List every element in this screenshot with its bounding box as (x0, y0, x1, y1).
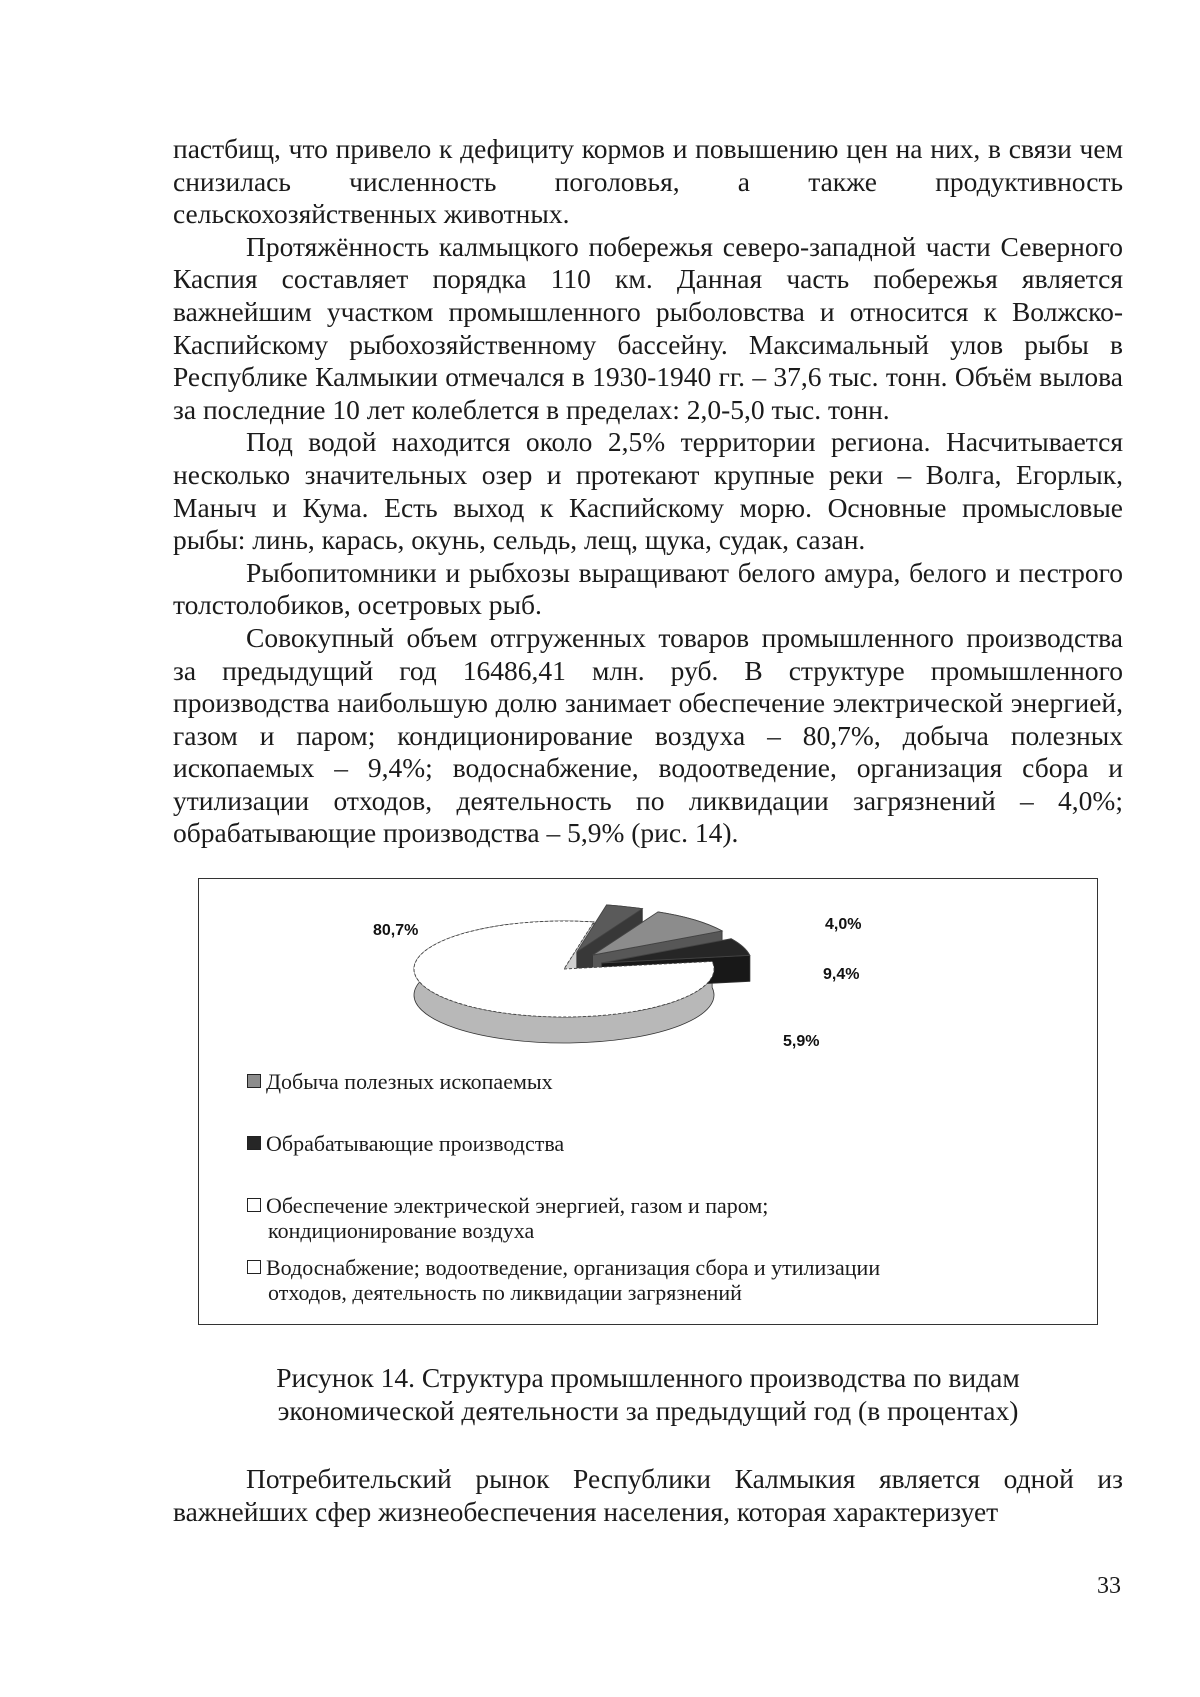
data-label-80-7: 80,7% (373, 922, 419, 939)
legend-label: Водоснабжение; водоотведение, организация сбора и утилизации (266, 1255, 881, 1280)
legend-label: Обрабатывающие производства (266, 1131, 565, 1156)
pie-slices (414, 905, 750, 1043)
paragraph-4: Рыбопитомники и рыбхозы выращивают белого амура, белого и пестрого толстолобиков, осетровых рыб. (173, 556, 1123, 621)
paragraph-5: Совокупный объем отгруженных товаров промышленного производства за предыдущий год 16486,41 млн. руб. В структуре промышленного производства наибольшую долю занимает обеспечение электрической энергией, газом и паром; кондиционирование воздуха – 80,7%, добыча полезных ископаемых – 9,4%; водоснабжение, водоотведение, организация сбора и утилизации отходов, деятельность по ликвидации загрязнений – 4,0%; обрабатывающие производства – 5,9% (рис. 14). (173, 621, 1123, 849)
paragraph-6: Потребительский рынок Республики Калмыкия является одной из важнейших сфер жизнеобеспечения населения, которая характеризует (173, 1463, 1123, 1527)
legend-label-line-2: отходов, деятельность по ликвидации загрязнений (268, 1280, 742, 1305)
paragraph-2: Протяжённость калмыцкого побережья северо-западной части Северного Каспия составляет порядка 110 км. Данная часть побережья является важнейшим участком промышленного рыболовства и относится к Волжско-Каспийскому рыбохозяйственному бассейну. Максимальный улов рыбы в Республике Калмыкии отмечался в 1930-1940 гг. – 37,6 тыс. тонн. Объём вылова за последние 10 лет колеблется в пределах: 2,0-5,0 тыс. тонн. (173, 230, 1123, 425)
pie-chart-figure (198, 878, 1098, 1325)
paragraph-3: Под водой находится около 2,5% территории региона. Насчитывается несколько значительных озер и протекают крупные реки – Волга, Егорлык, Маныч и Кума. Есть выход к Каспийскому морю. Основные промысловые рыбы: линь, карась, окунь, сельдь, лещ, щука, судак, сазан. (173, 426, 1123, 556)
legend-swatch (247, 1198, 261, 1212)
legend-item-manufacturing (247, 1131, 1047, 1156)
legend-item-energy (247, 1193, 1047, 1243)
legend-label: Обеспечение электрической энергией, газом и паром; (266, 1193, 769, 1218)
caption-line-1: Рисунок 14. Структура промышленного производства по видам (276, 1362, 1020, 1393)
body-text-continued (173, 1463, 1123, 1528)
paragraph-1: пастбищ, что привело к дефициту кормов и повышению цен на них, в связи чем снизилась численность поголовья, а также продуктивность сельскохозяйственных животных. (173, 133, 1123, 230)
page-number: 33 (1097, 1573, 1121, 1599)
figure-caption (173, 1361, 1123, 1427)
legend-swatch (247, 1074, 261, 1088)
data-label-9-4: 9,4% (823, 966, 860, 983)
legend-swatch (247, 1260, 261, 1274)
legend-item-mining (247, 1069, 1047, 1094)
legend-item-water (247, 1255, 1047, 1305)
legend-swatch (247, 1136, 261, 1150)
legend-label-line-2: кондиционирование воздуха (268, 1218, 535, 1243)
data-label-5-9: 5,9% (783, 1033, 820, 1050)
legend-label: Добыча полезных ископаемых (266, 1069, 553, 1094)
body-text (173, 133, 1123, 850)
data-label-4-0: 4,0% (825, 916, 862, 933)
caption-line-2: экономической деятельности за предыдущий год (в процентах) (277, 1395, 1019, 1426)
